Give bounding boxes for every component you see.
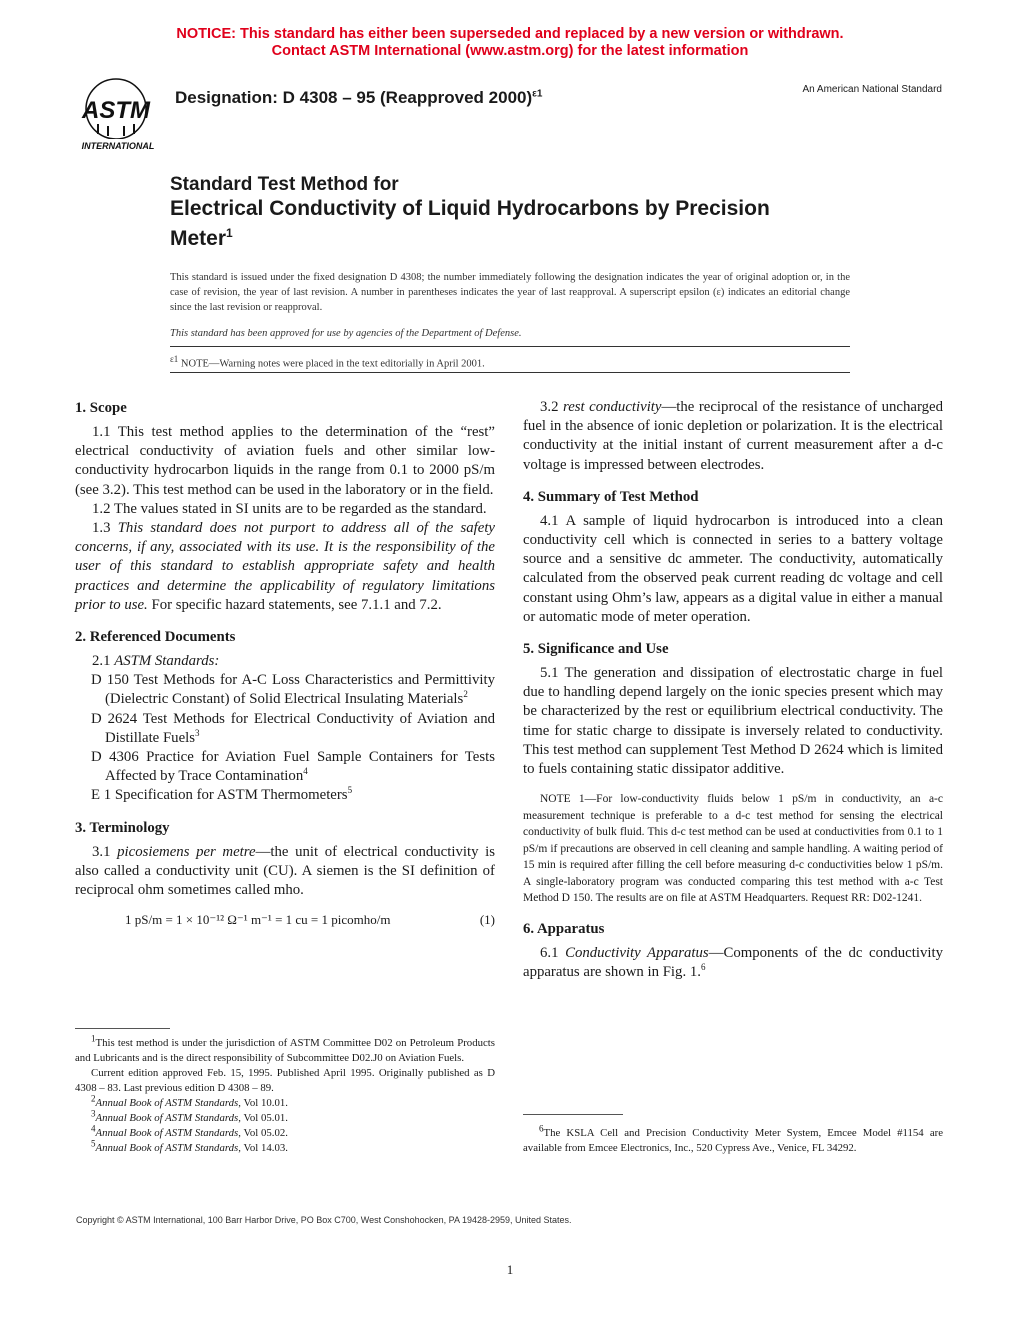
footnote-divider-left [75,1028,170,1029]
title-footnote-ref: 1 [226,226,233,240]
astm-logo [76,76,162,154]
divider-bottom [170,372,850,373]
notice-line-1: NOTICE: This standard has either been superseded and replaced by a new version or withdrawn. [176,26,844,42]
national-standard-label: An American National Standard [802,84,942,95]
document-title [170,174,870,251]
title-line-2: Electrical Conductivity of Liquid Hydrocarbons by Precision [170,197,770,220]
designation-epsilon: ε1 [532,88,543,100]
page-number: 1 [506,1262,514,1277]
reference-d150: D 150 Test Methods for A-C Loss Characteristics and Permittivity (Dielectric Constant) of Solid Electrical Insulating Materials$^2$ [91,672,495,708]
reference-e1: E 1 Specification for ASTM Thermometers$^5$ [91,785,353,804]
preamble [170,270,850,341]
section-5-title: 5. Significance and Use [523,641,669,658]
para-5-1: 5.1 The generation and dissipation of electrostatic charge in fuel due to handling depend largely on the ionic species present which may be characterized by the rest or equilibrium electrical conductivity. The time for static charge to dissipate is inversely related to conductivity. This test method can supplement Test Method D 2624 which is limited to fuels containing static dissipator additive. [523,665,943,778]
reference-d4306: D 4306 Practice for Aviation Fuel Sample Containers for Tests Affected by Trace Contamination$^4$ [91,749,495,785]
issued-statement: This standard is issued under the fixed designation D 4308; the number immediately following the designation indicates the year of original adoption or, in the case of revision, the year of last revision. A number in parentheses indicates the year of last reapproval. A superscript epsilon (ε) indicates an editorial change since the last revision or reapproval. [170,272,850,313]
approved-statement: This standard has been approved for use by agencies of the Department of Defense. [170,328,522,339]
copyright: Copyright © ASTM International, 100 Barr Harbor Drive, PO Box C700, West Conshohocken, PA 19428-2959, United States. [76,1215,572,1225]
divider-top [170,346,850,347]
title-line-3: Meter$^1$ [170,226,233,250]
note-1: NOTE 1—For low-conductivity fluids below 1 pS/m in conductivity, an a-c measurement technique is preferable to a d-c test method for sensing the electrical conductivity of bulk fluid. This d-c test method can be used at conductivities from 0.1 to 1 pS/m if precautions are observed in cell cleaning and sample handling. A waiting period of 15 min is required after filling the cell before measuring d-c conductivities below 1 pS/m. A single-laboratory program was conducted comparing this test method with a-c Test Method D 150. The results are on file at ASTM Headquarters. Request RR: D02-1241. [523,793,943,905]
left-column [75,398,495,929]
para-1-3: 1.3 This standard does not purport to address all of the safety concerns, if any, associated with its use. It is the responsibility of the user of this standard to establish appropriate safety and health practices and determine the applicability of regulatory limitations prior to use. For specific hazard statements, see 7.1.1 and 7.2. [75,520,495,613]
footnote-5: $^5$Annual Book of ASTM Standards, Vol 14.03. [91,1138,288,1154]
para-3-1: 3.1 picosiemens per metre—the unit of electrical conductivity is also called a conductivity unit (CU). A siemen is the SI definition of reciprocal ohm sometimes called mho. [75,843,495,899]
right-column [523,398,943,982]
editorial-note: ε1 NOTE—Warning notes were placed in the text editorially in April 2001. [170,354,485,370]
title-line-1: Standard Test Method for [170,174,399,195]
footnote-divider-right [523,1114,623,1115]
footnote-1: $^1$This test method is under the jurisdiction of ASTM Committee D02 on Petroleum Products and Lubricants and is the direct responsibility of Subcommittee D02.J0 on Aviation Fuels. [75,1033,495,1064]
designation-text: Designation: D 4308 – 95 (Reapproved 2000) [175,88,533,107]
equation-1: 1 pS/m = 1 × 10⁻¹² Ω⁻¹ m⁻¹ = 1 cu = 1 picomho/m (1) [75,910,495,929]
para-1-2: 1.2 The values stated in SI units are to be regarded as the standard. [92,500,487,517]
para-2-1: 2.1 ASTM Standards: [92,653,220,670]
section-1-title: 1. Scope [75,400,127,416]
footnote-1-continued: Current edition approved Feb. 15, 1995. Published April 1995. Originally published as D 4308 – 83. Last previous edition D 4308 – 89. [75,1067,495,1094]
section-2-title: 2. Referenced Documents [75,629,236,646]
section-6-title: 6. Apparatus [523,920,605,937]
footnote-4: $^4$Annual Book of ASTM Standards, Vol 05.02. [91,1123,288,1139]
section-3-title: 3. Terminology [75,819,170,836]
footnote-6: $^6$The KSLA Cell and Precision Conductivity Meter System, Emcee Model #1154 are available from Emcee Electronics, Inc., 520 Cypress Ave., Venice, FL 34292. [523,1123,943,1154]
para-1-1: 1.1 This test method applies to the determination of the “rest” electrical conductivity of aviation fuels and other similar low-conductivity hydrocarbon liquids in the range from 0.1 to 2000 pS/m (see 3.2). This test method can be used in the laboratory or in the field. [75,424,495,498]
para-6-1: 6.1 Conductivity Apparatus—Components of the dc conductivity apparatus are shown in Fig. 1.$^6$ [523,944,943,980]
footnote-2: $^2$Annual Book of ASTM Standards, Vol 10.01. [91,1093,288,1109]
equation-number: (1) [479,912,495,928]
designation [175,88,542,108]
withdrawal-notice [0,26,1020,60]
footnotes-left [75,1033,495,1156]
footnote-3: $^3$Annual Book of ASTM Standards, Vol 05.01. [91,1108,288,1124]
notice-line-2: Contact ASTM International (www.astm.org) for the latest information [271,43,749,59]
reference-d2624: D 2624 Test Methods for Electrical Conductivity of Aviation and Distillate Fuels$^3$ [91,710,495,746]
para-4-1: 4.1 A sample of liquid hydrocarbon is introduced into a clean conductivity cell which is connected in series to a battery voltage source and a sensitive dc ammeter. The conductivity, automatically calculated from the observed peak current reading dc voltage and cell constant using Ohm’s law, appears as a digital value in either a manual or automatic mode of meter operation. [523,512,943,625]
section-4-title: 4. Summary of Test Method [523,488,699,505]
para-3-2: 3.2 rest conductivity—the reciprocal of the resistance of uncharged fuel in the absence of ionic depletion or polarization. It is the electrical conductivity at the initial instant of current measurement after a d-c voltage is impressed between electrodes. [523,399,943,473]
logo-text: ASTM [82,97,150,124]
logo-subtext: INTERNATIONAL [81,141,155,151]
